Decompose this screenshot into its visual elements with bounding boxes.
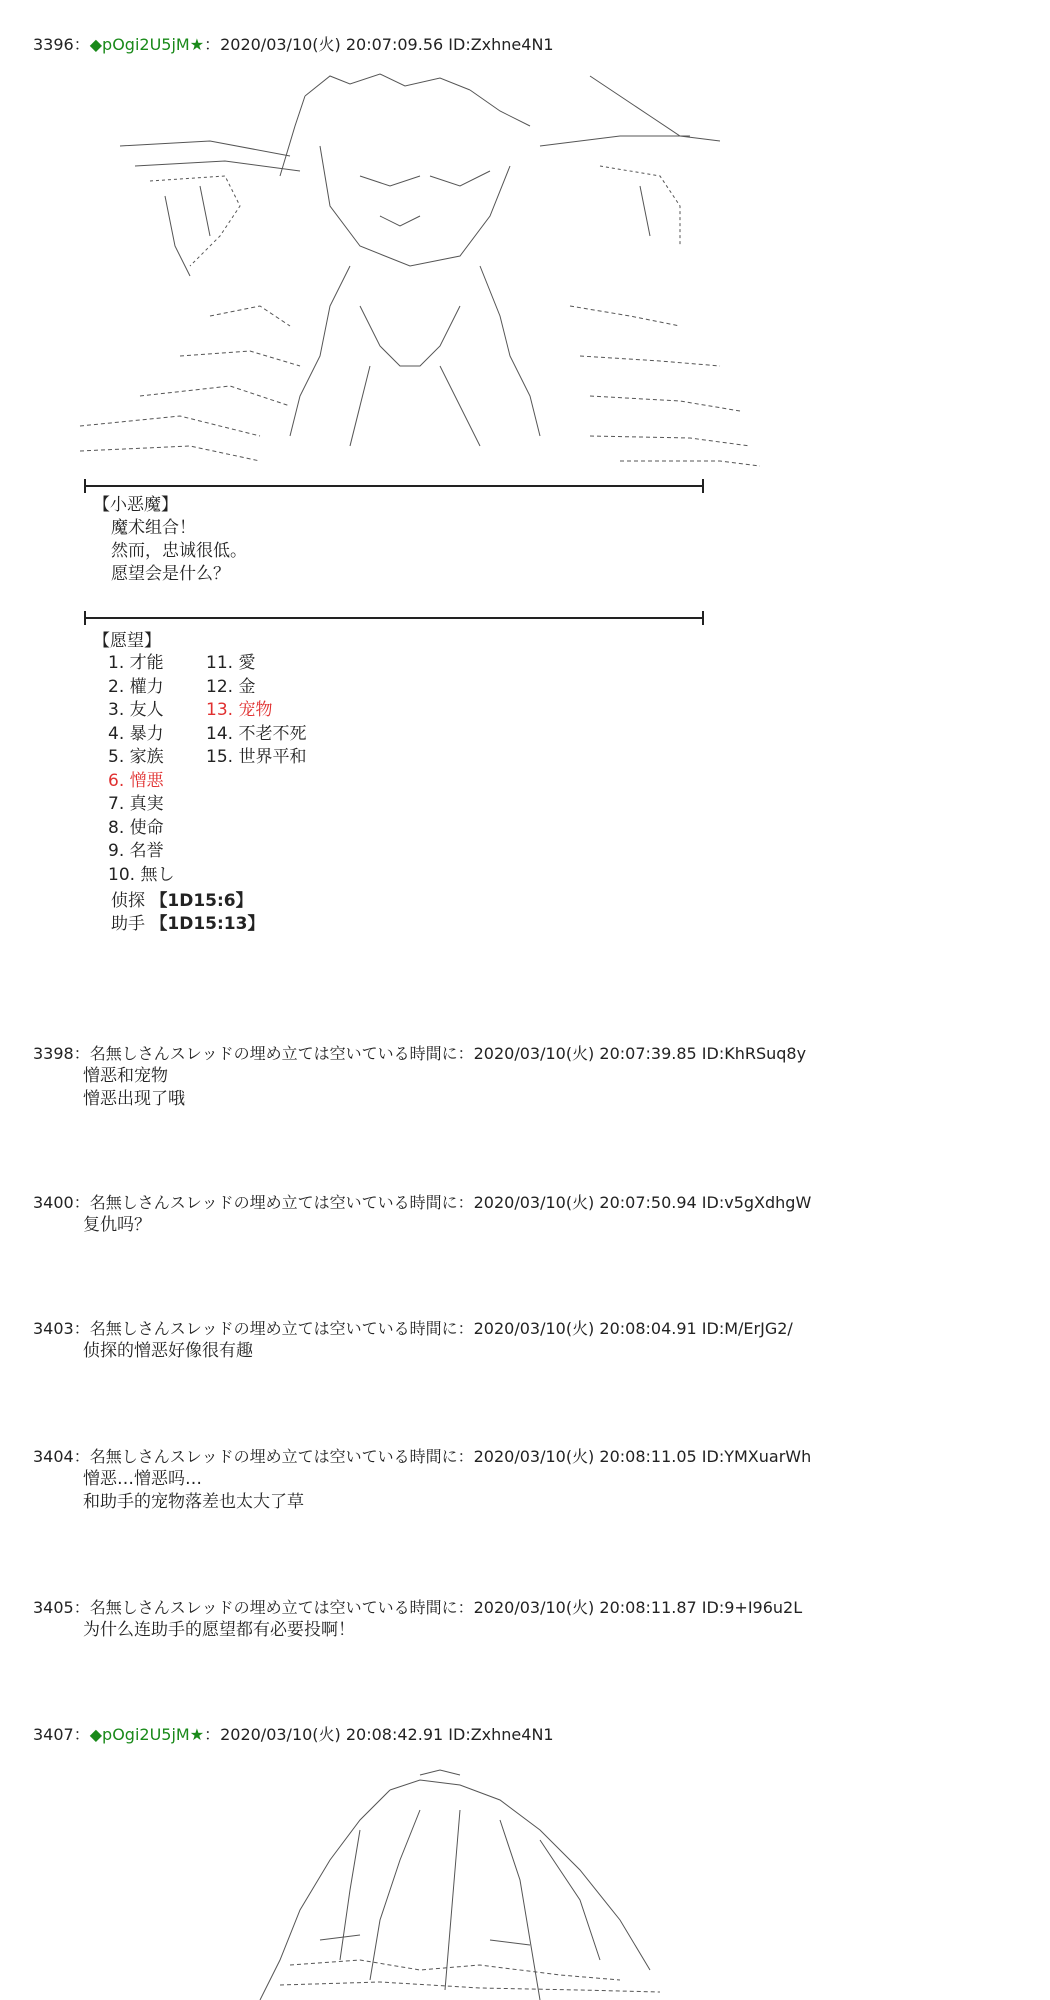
wish-item-5: 5. 家族: [108, 747, 164, 767]
post-3403: [33, 1318, 1033, 1363]
post-header: 3398：名無しさんスレッドの埋め立ては空いている時間に：2020/03/10(火) 20:07:39.85 ID:KhRSuq8y: [33, 1044, 807, 1063]
wish-item-15: 15. 世界平和: [206, 747, 307, 767]
demon-header: 【小恶魔】: [93, 495, 178, 515]
post-header: 3400：名無しさんスレッドの埋め立ては空いている時間に：2020/03/10(火) 20:07:50.94 ID:v5gXdhgW: [33, 1193, 812, 1212]
post-3400: [33, 1192, 1033, 1237]
post-body: 憎恶…憎恶吗… 和助手的宠物落差也太大了草: [83, 1469, 304, 1512]
wish-item-6: 6. 憎悪: [108, 770, 164, 791]
wish-item-8: 8. 使命: [108, 817, 164, 838]
post-datetime: 2020/03/10(火) 20:08:04.91: [473, 1319, 697, 1338]
post-body: 复仇吗？: [83, 1215, 151, 1235]
post-number: 3403: [33, 1319, 74, 1338]
post-header: 3403：名無しさんスレッドの埋め立ては空いている時間に：2020/03/10(火) 20:08:04.91 ID:M/ErJG2/: [33, 1319, 793, 1338]
post-body: 侦探的憎恶好像很有趣: [83, 1341, 253, 1361]
wishes-column-1: [108, 652, 174, 887]
dice-assistant: 助手 【1D15:13】: [111, 914, 265, 934]
post-name: 名無しさんスレッドの埋め立ては空いている時間に: [89, 1193, 458, 1212]
post-trip: ◆pOgi2U5jM★: [89, 1725, 205, 1744]
post-id: ID:M/ErJG2/: [701, 1319, 793, 1338]
post-number: 3404: [33, 1447, 74, 1466]
wish-item-4: 4. 暴力: [108, 723, 164, 744]
post-id: ID:Zxhne4N1: [448, 35, 554, 54]
post-3404: [33, 1446, 1033, 1514]
dice-results: [111, 890, 264, 936]
post-name: 名無しさんスレッドの埋め立ては空いている時間に: [89, 1598, 458, 1617]
post-header: 3407：◆pOgi2U5jM★：2020/03/10(火) 20:08:42.91 ID:Zxhne4N1: [33, 1725, 554, 1744]
wish-item-9: 9. 名誉: [108, 841, 164, 861]
post-3396: [33, 34, 1033, 56]
post-id: ID:9+I96u2L: [701, 1598, 803, 1617]
wishes-list: [93, 652, 493, 892]
post-id: ID:YMXuarWh: [701, 1447, 812, 1466]
post-datetime: 2020/03/10(火) 20:08:11.87: [473, 1598, 697, 1617]
wish-item-10: 10. 無し: [108, 864, 175, 885]
post-id: ID:Zxhne4N1: [448, 1725, 554, 1744]
wish-item-12: 12. 金: [206, 676, 256, 697]
post-number: 3407: [33, 1725, 74, 1744]
divider-top: [84, 479, 704, 493]
post-trip: ◆pOgi2U5jM★: [89, 35, 205, 54]
demon-line-3: 愿望会是什么？: [111, 564, 230, 584]
wishes-column-2: [206, 652, 306, 770]
wish-item-11: 11. 愛: [206, 653, 256, 673]
wish-item-1: 1. 才能: [108, 653, 164, 673]
ascii-art-demon: [60, 66, 760, 476]
wish-item-13: 13. 宠物: [206, 700, 273, 720]
post-datetime: 2020/03/10(火) 20:08:11.05: [473, 1447, 697, 1466]
wish-item-2: 2. 權力: [108, 676, 164, 697]
dice-detective: 侦探 【1D15:6】: [111, 891, 253, 911]
post-datetime: 2020/03/10(火) 20:07:09.56: [220, 35, 444, 54]
demon-line-1: 魔术组合！: [111, 518, 196, 538]
post-number: 3400: [33, 1193, 74, 1212]
wish-item-14: 14. 不老不死: [206, 723, 307, 744]
post-name: 名無しさんスレッドの埋め立ては空いている時間に: [89, 1447, 458, 1466]
post-header: 3396：◆pOgi2U5jM★：2020/03/10(火) 20:07:09.56 ID:Zxhne4N1: [33, 35, 554, 54]
wishes-header: 【愿望】: [93, 631, 161, 651]
demon-section: [93, 494, 247, 586]
wish-item-3: 3. 友人: [108, 700, 164, 720]
post-name: 名無しさんスレッドの埋め立ては空いている時間に: [89, 1319, 458, 1338]
wish-item-7: 7. 真実: [108, 794, 164, 814]
post-3405: [33, 1597, 1033, 1642]
post-body: 为什么连助手的愿望都有必要投啊！: [83, 1620, 355, 1640]
post-header: 3404：名無しさんスレッドの埋め立ては空いている時間に：2020/03/10(火) 20:08:11.05 ID:YMXuarWh: [33, 1447, 812, 1466]
post-datetime: 2020/03/10(火) 20:07:39.85: [473, 1044, 697, 1063]
divider-middle: [84, 611, 704, 625]
post-id: ID:KhRSuq8y: [701, 1044, 807, 1063]
post-number: 3396: [33, 35, 74, 54]
post-name: 名無しさんスレッドの埋め立ては空いている時間に: [89, 1044, 458, 1063]
post-header: 3405：名無しさんスレッドの埋め立ては空いている時間に：2020/03/10(火) 20:08:11.87 ID:9+I96u2L: [33, 1598, 803, 1617]
post-3398: [33, 1043, 1033, 1111]
post-number: 3398: [33, 1044, 74, 1063]
demon-line-2: 然而，忠诚很低。: [111, 541, 247, 561]
ascii-art-figure: [60, 1760, 760, 2000]
post-3407: [33, 1724, 1033, 1746]
post-id: ID:v5gXdhgW: [701, 1193, 812, 1212]
ascii-art-demon-drawing: [60, 66, 760, 476]
post-datetime: 2020/03/10(火) 20:07:50.94: [473, 1193, 697, 1212]
post-number: 3405: [33, 1598, 74, 1617]
post-datetime: 2020/03/10(火) 20:08:42.91: [220, 1725, 444, 1744]
ascii-art-figure-drawing: [60, 1760, 760, 2000]
post-body: 憎恶和宠物 憎恶出现了哦: [83, 1066, 185, 1109]
